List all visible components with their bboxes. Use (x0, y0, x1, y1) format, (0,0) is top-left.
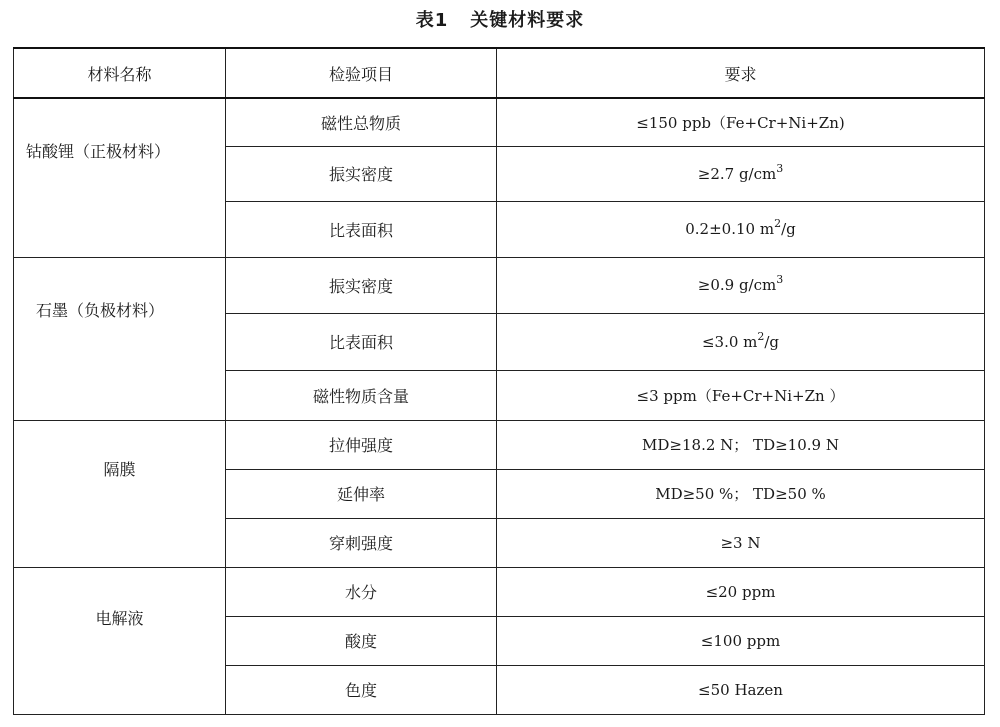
requirement-cell (497, 98, 985, 146)
req-main: ≤3.0 m (701, 332, 758, 351)
req-main: MD≥50 %； TD≥50 % (655, 485, 826, 503)
table-row (14, 98, 985, 146)
item-cell: 振实密度 (226, 257, 497, 313)
material-cell-separator: 隔膜 (14, 420, 226, 567)
requirement-cell (497, 257, 985, 313)
item-cell: 磁性总物质 (226, 98, 497, 146)
item-cell: 比表面积 (226, 313, 497, 370)
req-main: ≤100 ppm (700, 631, 781, 650)
req-main: ≤150 ppb（Fe+Cr+Ni+Zn) (636, 113, 845, 132)
requirement-cell (497, 313, 985, 370)
item-cell: 水分 (226, 567, 497, 616)
item-cell: 延伸率 (226, 469, 497, 518)
requirement-cell (497, 146, 985, 201)
req-tail: /g (764, 332, 780, 351)
header-requirement: 要求 (497, 48, 985, 98)
table-row (14, 420, 985, 469)
requirement-cell (497, 469, 985, 518)
item-cell: 酸度 (226, 616, 497, 665)
item-cell: 磁性物质含量 (226, 370, 497, 420)
req-main: ≤50 Hazen (698, 680, 783, 699)
requirement-cell (497, 665, 985, 714)
req-superscript: 3 (776, 273, 784, 286)
item-cell: 拉伸强度 (226, 420, 497, 469)
item-cell: 色度 (226, 665, 497, 714)
item-cell: 振实密度 (226, 146, 497, 201)
material-cell-anode: 石墨（负极材料） (14, 257, 226, 420)
req-tail: /g (781, 220, 796, 238)
requirement-cell (497, 420, 985, 469)
item-cell: 穿刺强度 (226, 518, 497, 567)
requirement-cell (497, 201, 985, 257)
req-superscript: 3 (776, 161, 784, 175)
req-main: MD≥18.2 N； TD≥10.9 N (642, 436, 839, 454)
req-main: ≤20 ppm (705, 582, 776, 601)
req-main: 0.2±0.10 m (685, 220, 775, 238)
requirement-cell (497, 518, 985, 567)
table-title (0, 6, 1000, 36)
req-main: ≥2.7 g/cm (697, 164, 777, 183)
req-main: ≥3 N (720, 533, 761, 552)
table-caption: 关键材料要求 (470, 10, 585, 31)
item-cell: 比表面积 (226, 201, 497, 257)
requirement-cell (497, 370, 985, 420)
table-row (14, 257, 985, 313)
requirement-cell (497, 567, 985, 616)
header-item: 检验项目 (226, 48, 497, 98)
table-row (14, 567, 985, 616)
table-number: 表1 (415, 10, 449, 31)
req-main: ≤3 ppm（Fe+Cr+Ni+Zn ） (636, 386, 845, 405)
materials-requirements-table (13, 47, 985, 715)
table-header-row (14, 48, 985, 98)
material-cell-electrolyte: 电解液 (14, 567, 226, 714)
req-superscript: 2 (774, 217, 782, 230)
header-material: 材料名称 (14, 48, 226, 98)
req-main: ≥0.9 g/cm (697, 276, 777, 294)
material-cell-cathode: 钴酸锂（正极材料） (14, 98, 226, 257)
requirement-cell (497, 616, 985, 665)
req-superscript: 2 (757, 329, 765, 343)
